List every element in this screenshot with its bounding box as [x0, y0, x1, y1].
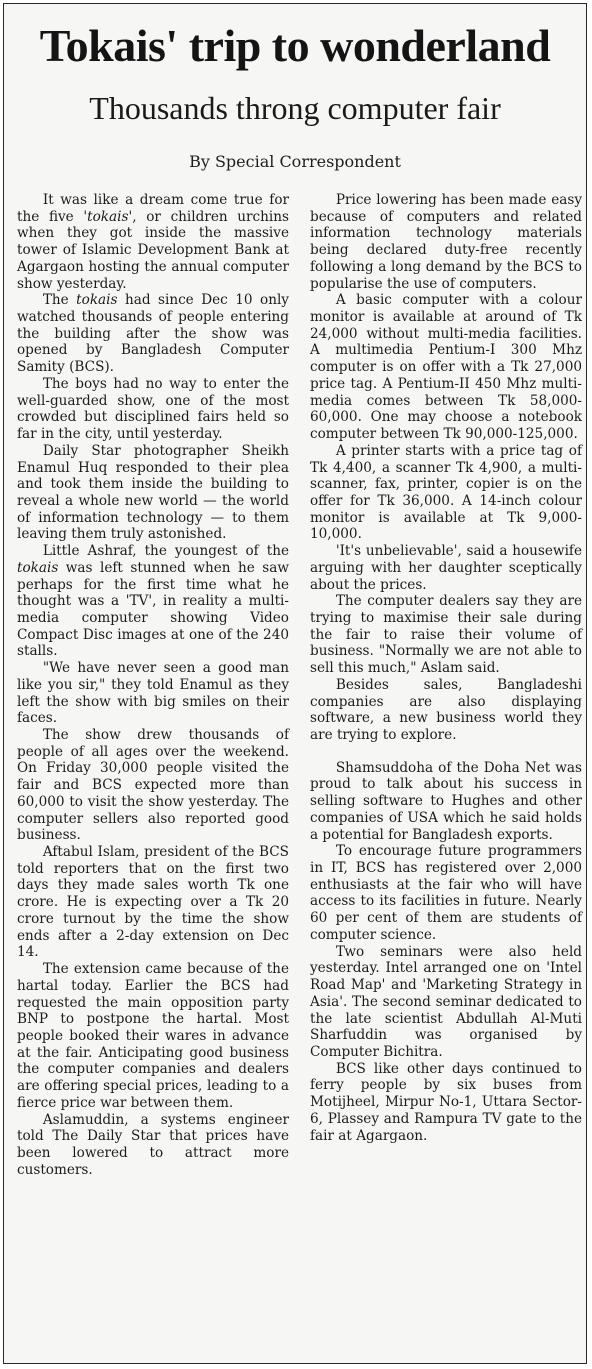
paragraph: Shamsuddoha of the Doha Net was proud to talk about his success in selling software to Hughes and other companies of USA which he said holds a potential for Bangladesh exports. — [310, 759, 582, 843]
right-column — [310, 192, 582, 1144]
newspaper-clipping — [3, 3, 587, 1364]
paragraph: The extension came because of the hartal today. Earlier the BCS had requested the main opposition party BNP to postpone the hartal. Most people booked their wares in advance at the fair. Anticipating good business the computer companies and dealers are offering special prices, leading to a fierce price war between them. — [17, 961, 289, 1111]
paragraph: Little Ashraf, the youngest of the tokais was left stunned when he saw perhaps for the first time what he thought was a 'TV', in reality a multi-media computer showing Video Compact Disc images at one of the 240 stalls. — [17, 543, 289, 660]
paragraph: Besides sales, Bangladeshi companies are also displaying software, a new business world they are trying to explore. — [310, 676, 582, 743]
paragraph: The tokais had since Dec 10 only watched thousands of people entering the building after the show was opened by Bangladesh Computer Samity (BCS). — [17, 292, 289, 376]
paragraph: Daily Star photographer Sheikh Enamul Huq responded to their plea and took them inside the building to reveal a whole new world — the world of information technology — to them leaving them truly astonished. — [17, 442, 289, 543]
paragraph: To encourage future programmers in IT, BCS has registered over 2,000 enthusiasts at the fair who will have access to its facilities in future. Nearly 60 per cent of them are students of computer science. — [310, 843, 582, 943]
paragraph: It was like a dream come true for the five 'tokais', or children urchins when they got inside the massive tower of Islamic Development Bank at Agargaon hosting the annual computer show yesterday. — [17, 192, 290, 292]
paragraph: Price lowering has been made easy because of computers and related information technology materials being declared duty-free recently following a long demand by the BCS to popularise the use of computers. — [310, 192, 582, 292]
subheadline: Thousands throng computer fair — [89, 90, 501, 126]
byline: By Special Correspondent — [189, 152, 401, 171]
paragraph: The boys had no way to enter the well-guarded show, one of the most crowded but disciplined fairs held so far in the city, until yesterday. — [17, 375, 289, 443]
paragraph: BCS like other days continued to ferry people by six buses from Motijheel, Mirpur No-1, Uttara Sector-6, Plassey and Rampura TV gate to the fair at Agargaon. — [310, 1060, 582, 1144]
paragraph: Aslamuddin, a systems engineer told The Daily Star that prices have been lowered to attract more customers. — [17, 1111, 289, 1178]
paragraph: A printer starts with a price tag of Tk 4,400, a scanner Tk 4,900, a multi-scanner, fax, printer, copier is on the offer for Tk 36,000. A 14-inch colour monitor is available at Tk 9,000-10,000. — [310, 442, 582, 543]
paragraph: The computer dealers say they are trying to maximise their sale during the fair to raise their volume of business. "Normally we are not able to sell this much," Aslam said. — [310, 593, 582, 677]
left-column — [17, 192, 289, 1178]
paragraph: Aftabul Islam, president of the BCS told reporters that on the first two days they made sales worth Tk one crore. He is expecting over a Tk 20 crore turnout by the time the show ends after a 2-day extension on Dec 14. — [17, 844, 289, 961]
paragraph: A basic computer with a colour monitor is available at around of Tk 24,000 without multi-media facilities. A multimedia Pentium-I 300 Mhz computer is on offer with a Tk 27,000 price tag. A Pentium-II 450 Mhz multi-media comes between Tk 58,000-60,000. One may choose a notebook computer between Tk 90,000-125,000. — [310, 292, 582, 443]
paragraph: "We have never seen a good man like you sir," they told Enamul as they left the show with big smiles on their faces. — [17, 660, 289, 727]
paragraph: Two seminars were also held yesterday. Intel arranged one on 'Intel Road Map' and 'Marketing Strategy in Asia'. The second seminar dedicated to the late scientist Abdullah Al-Muti Sharfuddin was organised by Computer Bichitra. — [310, 943, 582, 1060]
paragraph: 'It's unbelievable', said a housewife arguing with her daughter sceptically about the prices. — [310, 543, 582, 593]
headline: Tokais' trip to wonderland — [39, 20, 551, 71]
paragraph: The show drew thousands of people of all ages over the weekend. On Friday 30,000 people visited the fair and BCS expected more than 60,000 to visit the show yesterday. The computer sellers also reported good business. — [17, 727, 289, 844]
